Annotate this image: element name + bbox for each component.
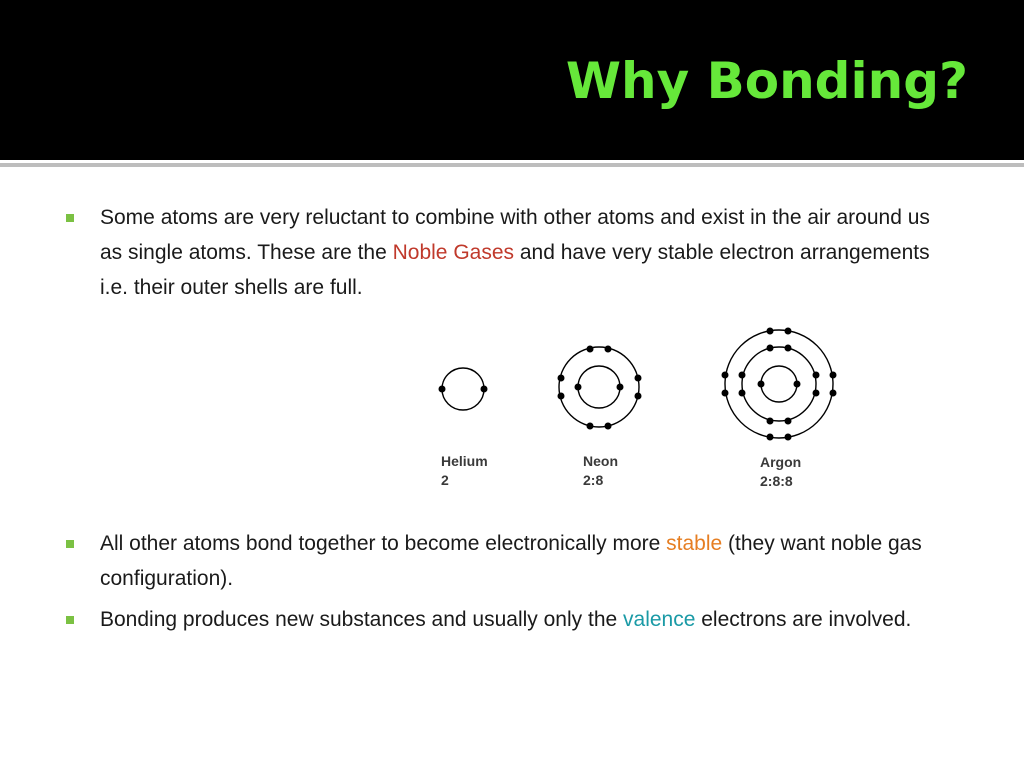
electron-dot — [767, 328, 774, 335]
electron-dot — [785, 418, 792, 425]
electron-dot — [558, 375, 565, 382]
electron-dot — [722, 372, 729, 379]
neon-config: 2:8 — [583, 472, 604, 488]
argon-shell-1 — [761, 366, 797, 402]
electron-dot — [439, 386, 446, 393]
electron-dot — [830, 390, 837, 397]
neon-label: Neon — [583, 453, 618, 469]
electron-dot — [813, 372, 820, 379]
title-bar — [0, 0, 1024, 160]
electron-dot — [813, 390, 820, 397]
electron-dot — [739, 372, 746, 379]
electron-dot — [575, 384, 582, 391]
argon-shell-3 — [725, 330, 833, 438]
neon-shell-1 — [578, 366, 620, 408]
electron-dot — [785, 328, 792, 335]
noble-gases-highlight: Noble Gases — [392, 241, 515, 264]
electron-dot — [587, 423, 594, 430]
bullet-marker-icon — [66, 540, 74, 548]
bullet-text: All other atoms bond together to become electronically more stable (they want noble gas configuration). — [100, 532, 922, 590]
electron-dot — [635, 375, 642, 382]
neon-shell-2 — [559, 347, 639, 427]
electron-dot — [605, 346, 612, 353]
electron-dot — [635, 393, 642, 400]
helium-config: 2 — [441, 472, 449, 488]
bullet-text: Some atoms are very reluctant to combine with other atoms and exist in the air around us as single atoms. These are the Noble Gases and have very stable electron arrangements i.e. their outer shells are full. — [100, 206, 930, 299]
stable-highlight: stable — [666, 532, 723, 555]
argon-label: Argon — [760, 454, 802, 470]
title-divider — [0, 163, 1024, 167]
helium-shell-1 — [442, 368, 484, 410]
electron-dot — [767, 418, 774, 425]
electron-dot — [767, 434, 774, 441]
electron-dot — [558, 393, 565, 400]
argon-config: 2:8:8 — [760, 473, 793, 489]
argon-atom — [722, 328, 837, 441]
bullet-marker-icon — [66, 616, 74, 624]
electron-dot — [794, 381, 801, 388]
electron-dot — [758, 381, 765, 388]
neon-atom — [558, 346, 642, 430]
bullet-valence — [72, 602, 952, 637]
electron-dot — [785, 434, 792, 441]
electron-dot — [739, 390, 746, 397]
bullet-stable — [72, 526, 952, 596]
electron-dot — [785, 345, 792, 352]
slide-title: Why Bonding? — [565, 52, 968, 110]
electron-dot — [481, 386, 488, 393]
helium-label: Helium — [441, 453, 488, 469]
electron-shell-diagram — [430, 320, 850, 500]
bullet-marker-icon — [66, 214, 74, 222]
electron-dot — [617, 384, 624, 391]
electron-dot — [767, 345, 774, 352]
electron-dot — [605, 423, 612, 430]
bullet-noble-gases — [72, 200, 952, 305]
bullet-text: Bonding produces new substances and usually only the valence electrons are involved. — [100, 608, 912, 631]
helium-atom — [439, 368, 488, 410]
argon-shell-2 — [742, 347, 816, 421]
electron-dot — [587, 346, 594, 353]
valence-highlight: valence — [623, 608, 696, 631]
electron-dot — [722, 390, 729, 397]
electron-dot — [830, 372, 837, 379]
